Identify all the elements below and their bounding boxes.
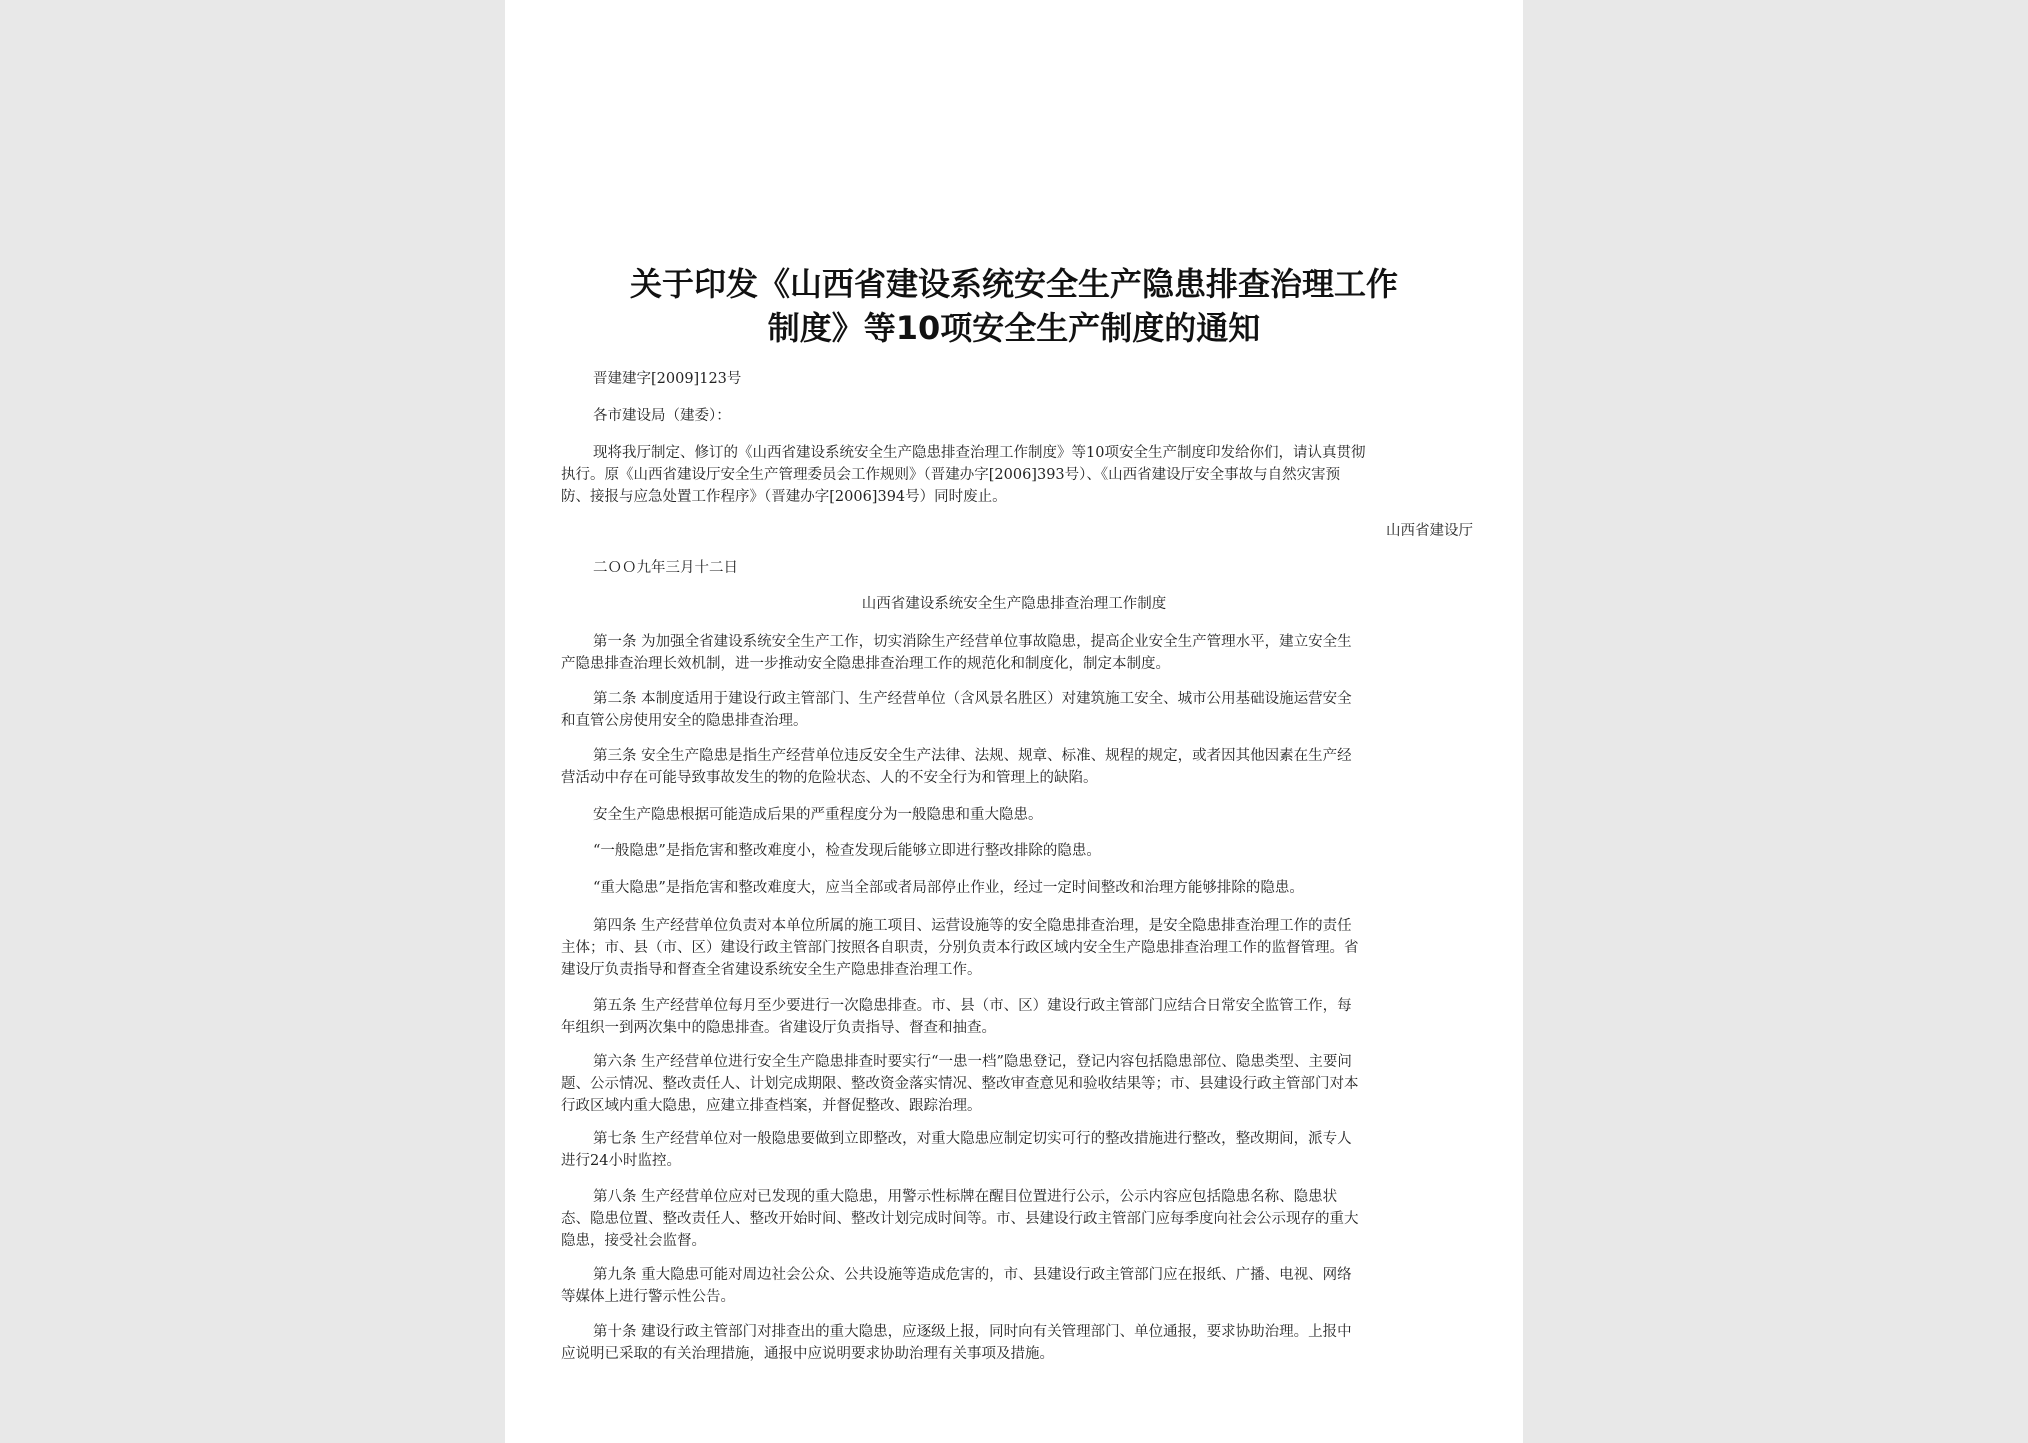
article-5 [561,995,1467,1039]
intro-paragraph [561,442,1467,508]
article-2 [561,688,1467,732]
article-5-line-2: 年组织一到两次集中的隐患排查。省建设厅负责指导、督查和抽查。 [561,1020,996,1036]
article-6-line-1: 第六条 生产经营单位进行安全生产隐患排查时要实行“一患一档”隐患登记，登记内容包括隐患部位、隐患类型、主要问 [593,1054,1352,1070]
document-title [555,262,1473,350]
article-10 [561,1321,1467,1365]
hazard-classification-line: 安全生产隐患根据可能造成后果的严重程度分为一般隐患和重大隐患。 [593,807,1043,823]
subtitle [561,593,1467,615]
recipient: 各市建设局（建委）： [593,408,731,424]
article-9 [561,1264,1467,1308]
article-2-line-1: 第二条 本制度适用于建设行政主管部门、生产经营单位（含风景名胜区）对建筑施工安全、城市公用基础设施运营安全 [593,691,1352,707]
article-9-line-2: 等媒体上进行警示性公告。 [561,1289,735,1305]
article-10-line-2: 应说明已采取的有关治理措施，通报中应说明要求协助治理有关事项及措施。 [561,1346,1054,1362]
title-line-2: 制度》等10项安全生产制度的通知 [767,309,1261,347]
article-6-line-3: 行政区域内重大隐患，应建立排查档案，并督促整改、跟踪治理。 [561,1098,982,1114]
article-3-line-2: 营活动中存在可能导致事故发生的物的危险状态、人的不安全行为和管理上的缺陷。 [561,770,1098,786]
general-hazard-definition [561,840,1467,862]
document-number: 晋建建字[2009]123号 [593,371,742,387]
article-7-line-1: 第七条 生产经营单位对一般隐患要做到立即整改，对重大隐患应制定切实可行的整改措施进行整改，整改期间，派专人 [593,1131,1352,1147]
issue-date: 二ＯＯ九年三月十二日 [593,560,738,576]
article-6 [561,1051,1467,1117]
article-7 [561,1128,1467,1172]
major-hazard-definition [561,877,1467,899]
major-hazard-line: “重大隐患”是指危害和整改难度大，应当全部或者局部停止作业，经过一定时间整改和治理方能够排除的隐患。 [593,880,1304,896]
article-4-line-2: 主体；市、县（市、区）建设行政主管部门按照各自职责，分别负责本行政区域内安全生产隐患排查治理工作的监督管理。省 [561,940,1359,956]
article-2-line-2: 和直管公房使用安全的隐患排查治理。 [561,713,808,729]
article-1-line-1: 第一条 为加强全省建设系统安全生产工作，切实消除生产经营单位事故隐患，提高企业安全生产管理水平，建立安全生 [593,634,1352,650]
article-1 [561,631,1467,675]
article-4-line-3: 建设厅负责指导和督查全省建设系统安全生产隐患排查治理工作。 [561,962,982,978]
article-3-line-1: 第三条 安全生产隐患是指生产经营单位违反安全生产法律、法规、规章、标准、规程的规定，或者因其他因素在生产经 [593,748,1352,764]
article-8-line-1: 第八条 生产经营单位应对已发现的重大隐患，用警示性标牌在醒目位置进行公示，公示内容应包括隐患名称、隐患状 [593,1189,1338,1205]
article-8 [561,1186,1467,1252]
article-4 [561,915,1467,981]
article-10-line-1: 第十条 建设行政主管部门对排查出的重大隐患，应逐级上报，同时向有关管理部门、单位通报，要求协助治理。上报中 [593,1324,1352,1340]
general-hazard-line: “一般隐患”是指危害和整改难度小，检查发现后能够立即进行整改排除的隐患。 [593,843,1101,859]
subtitle-text: 山西省建设系统安全生产隐患排查治理工作制度 [861,596,1167,612]
article-1-line-2: 产隐患排查治理长效机制，进一步推动安全隐患排查治理工作的规范化和制度化，制定本制度。 [561,656,1170,672]
article-4-line-1: 第四条 生产经营单位负责对本单位所属的施工项目、运营设施等的安全隐患排查治理，是安全隐患排查治理工作的责任 [593,918,1352,934]
intro-line-1: 现将我厅制定、修订的《山西省建设系统安全生产隐患排查治理工作制度》等10项安全生产制度印发给你们，请认真贯彻 [593,445,1366,461]
article-8-line-2: 态、隐患位置、整改责任人、整改开始时间、整改计划完成时间等。市、县建设行政主管部门应每季度向社会公示现存的重大 [561,1211,1359,1227]
article-8-line-3: 隐患，接受社会监督。 [561,1233,706,1249]
article-6-line-2: 题、公示情况、整改责任人、计划完成期限、整改资金落实情况、整改审查意见和验收结果等；市、县建设行政主管部门对本 [561,1076,1359,1092]
hazard-classification [561,804,1467,826]
article-3 [561,745,1467,789]
article-7-line-2: 进行24小时监控。 [561,1153,681,1169]
article-5-line-1: 第五条 生产经营单位每月至少要进行一次隐患排查。市、县（市、区）建设行政主管部门应结合日常安全监管工作，每 [593,998,1352,1014]
issuer: 山西省建设厅 [1386,523,1473,539]
intro-line-2: 执行。原《山西省建设厅安全生产管理委员会工作规则》（晋建办字[2006]393号）、《山西省建设厅安全事故与自然灾害预 [561,467,1341,483]
title-line-1: 关于印发《山西省建设系统安全生产隐患排查治理工作 [629,265,1398,303]
intro-line-3: 防、接报与应急处置工作程序》（晋建办字[2006]394号）同时废止。 [561,489,1007,505]
article-9-line-1: 第九条 重大隐患可能对周边社会公众、公共设施等造成危害的，市、县建设行政主管部门应在报纸、广播、电视、网络 [593,1267,1352,1283]
document-page [505,0,1523,1443]
